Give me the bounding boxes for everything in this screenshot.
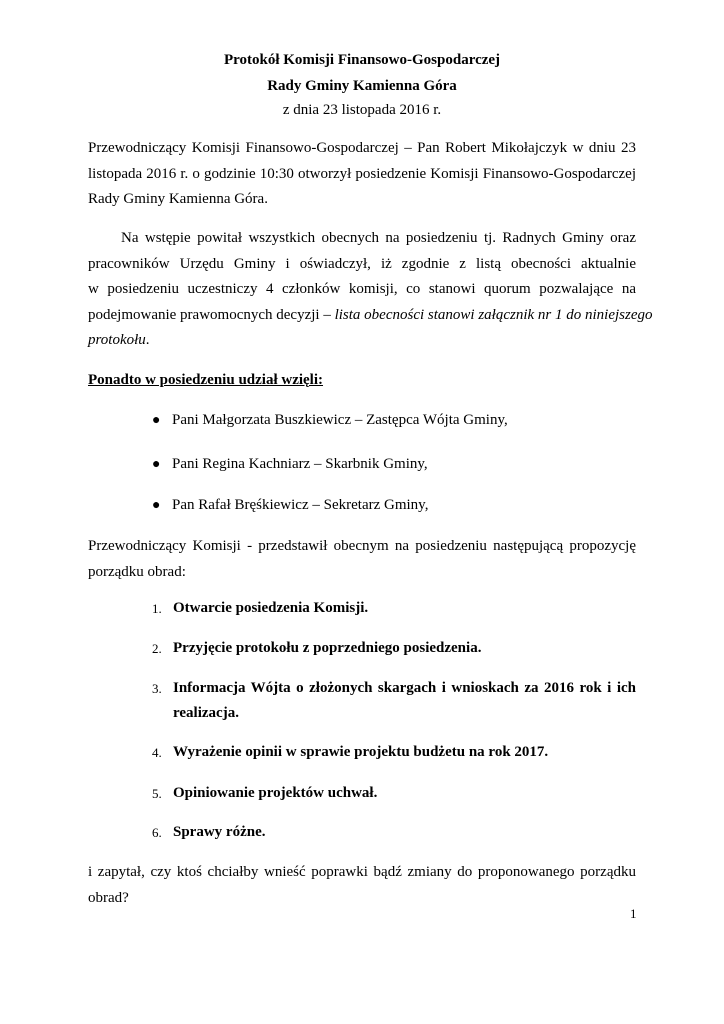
proposal-paragraph: Przewodniczący Komisji - przedstawił obecnym na posiedzeniu następującą propozycję porządku obrad: [88, 538, 636, 580]
intro-paragraph: Przewodniczący Komisji Finansowo-Gospodarczej – Pan Robert Mikołajczyk w dniu 23 listopada 2016 r. o godzinie 10:30 otworzył posiedzenie Komisji Finansowo-Gospodarczej Rady Gminy Kamienna Góra. [88, 140, 636, 207]
question-paragraph: i zapytał, czy ktoś chciałby wnieść poprawki bądź zmiany do proponowanego porządku obrad? [88, 864, 636, 906]
attendees-heading: Ponadto w posiedzeniu udział wzięli: [88, 372, 324, 388]
bullet-icon: ● [152, 457, 161, 472]
agenda-item: 2. Przyjęcie protokołu z poprzedniego posiedzenia. [152, 640, 482, 656]
bullet-icon: ● [152, 498, 161, 513]
list-item: ● Pan Rafał Bręśkiewicz – Sekretarz Gminy, [152, 495, 428, 516]
document-date: z dnia 23 listopada 2016 r. [282, 102, 442, 118]
bullet-icon: ● [152, 413, 161, 428]
document-subtitle: Rady Gminy Kamienna Góra [267, 78, 457, 94]
page-number: 1 [630, 906, 637, 921]
document-title: Protokół Komisji Finansowo-Gospodarczej [223, 52, 501, 68]
list-item: ● Pani Małgorzata Buszkiewicz – Zastępca Wójta Gminy, [152, 410, 508, 431]
agenda-item: 5. Opiniowanie projektów uchwał. [152, 785, 378, 801]
agenda-item: 1. Otwarcie posiedzenia Komisji. [152, 600, 369, 616]
agenda-item: 3. Informacja Wójta o złożonych skargach i wnioskach za 2016 rok i ich realizacja. [152, 680, 636, 721]
agenda-item: 4. Wyrażenie opinii w sprawie projektu budżetu na rok 2017. [152, 744, 549, 760]
list-item: ● Pani Regina Kachniarz – Skarbnik Gminy, [152, 454, 428, 475]
welcome-paragraph: Na wstępie powitał wszystkich obecnych na posiedzeniu tj. Radnych Gminy oraz pracowników Urzędu Gminy i oświadczył, iż zgodnie z listą obecności aktualnie w posiedzeniu uczestniczy 4 członków komisji, co stanowi quorum pozwalające na podejmowanie prawomocnych decyzji – lista obecności stanowi załącznik nr 1 do niniejszego protokołu. [88, 230, 653, 348]
agenda-item: 6. Sprawy różne. [152, 824, 266, 840]
